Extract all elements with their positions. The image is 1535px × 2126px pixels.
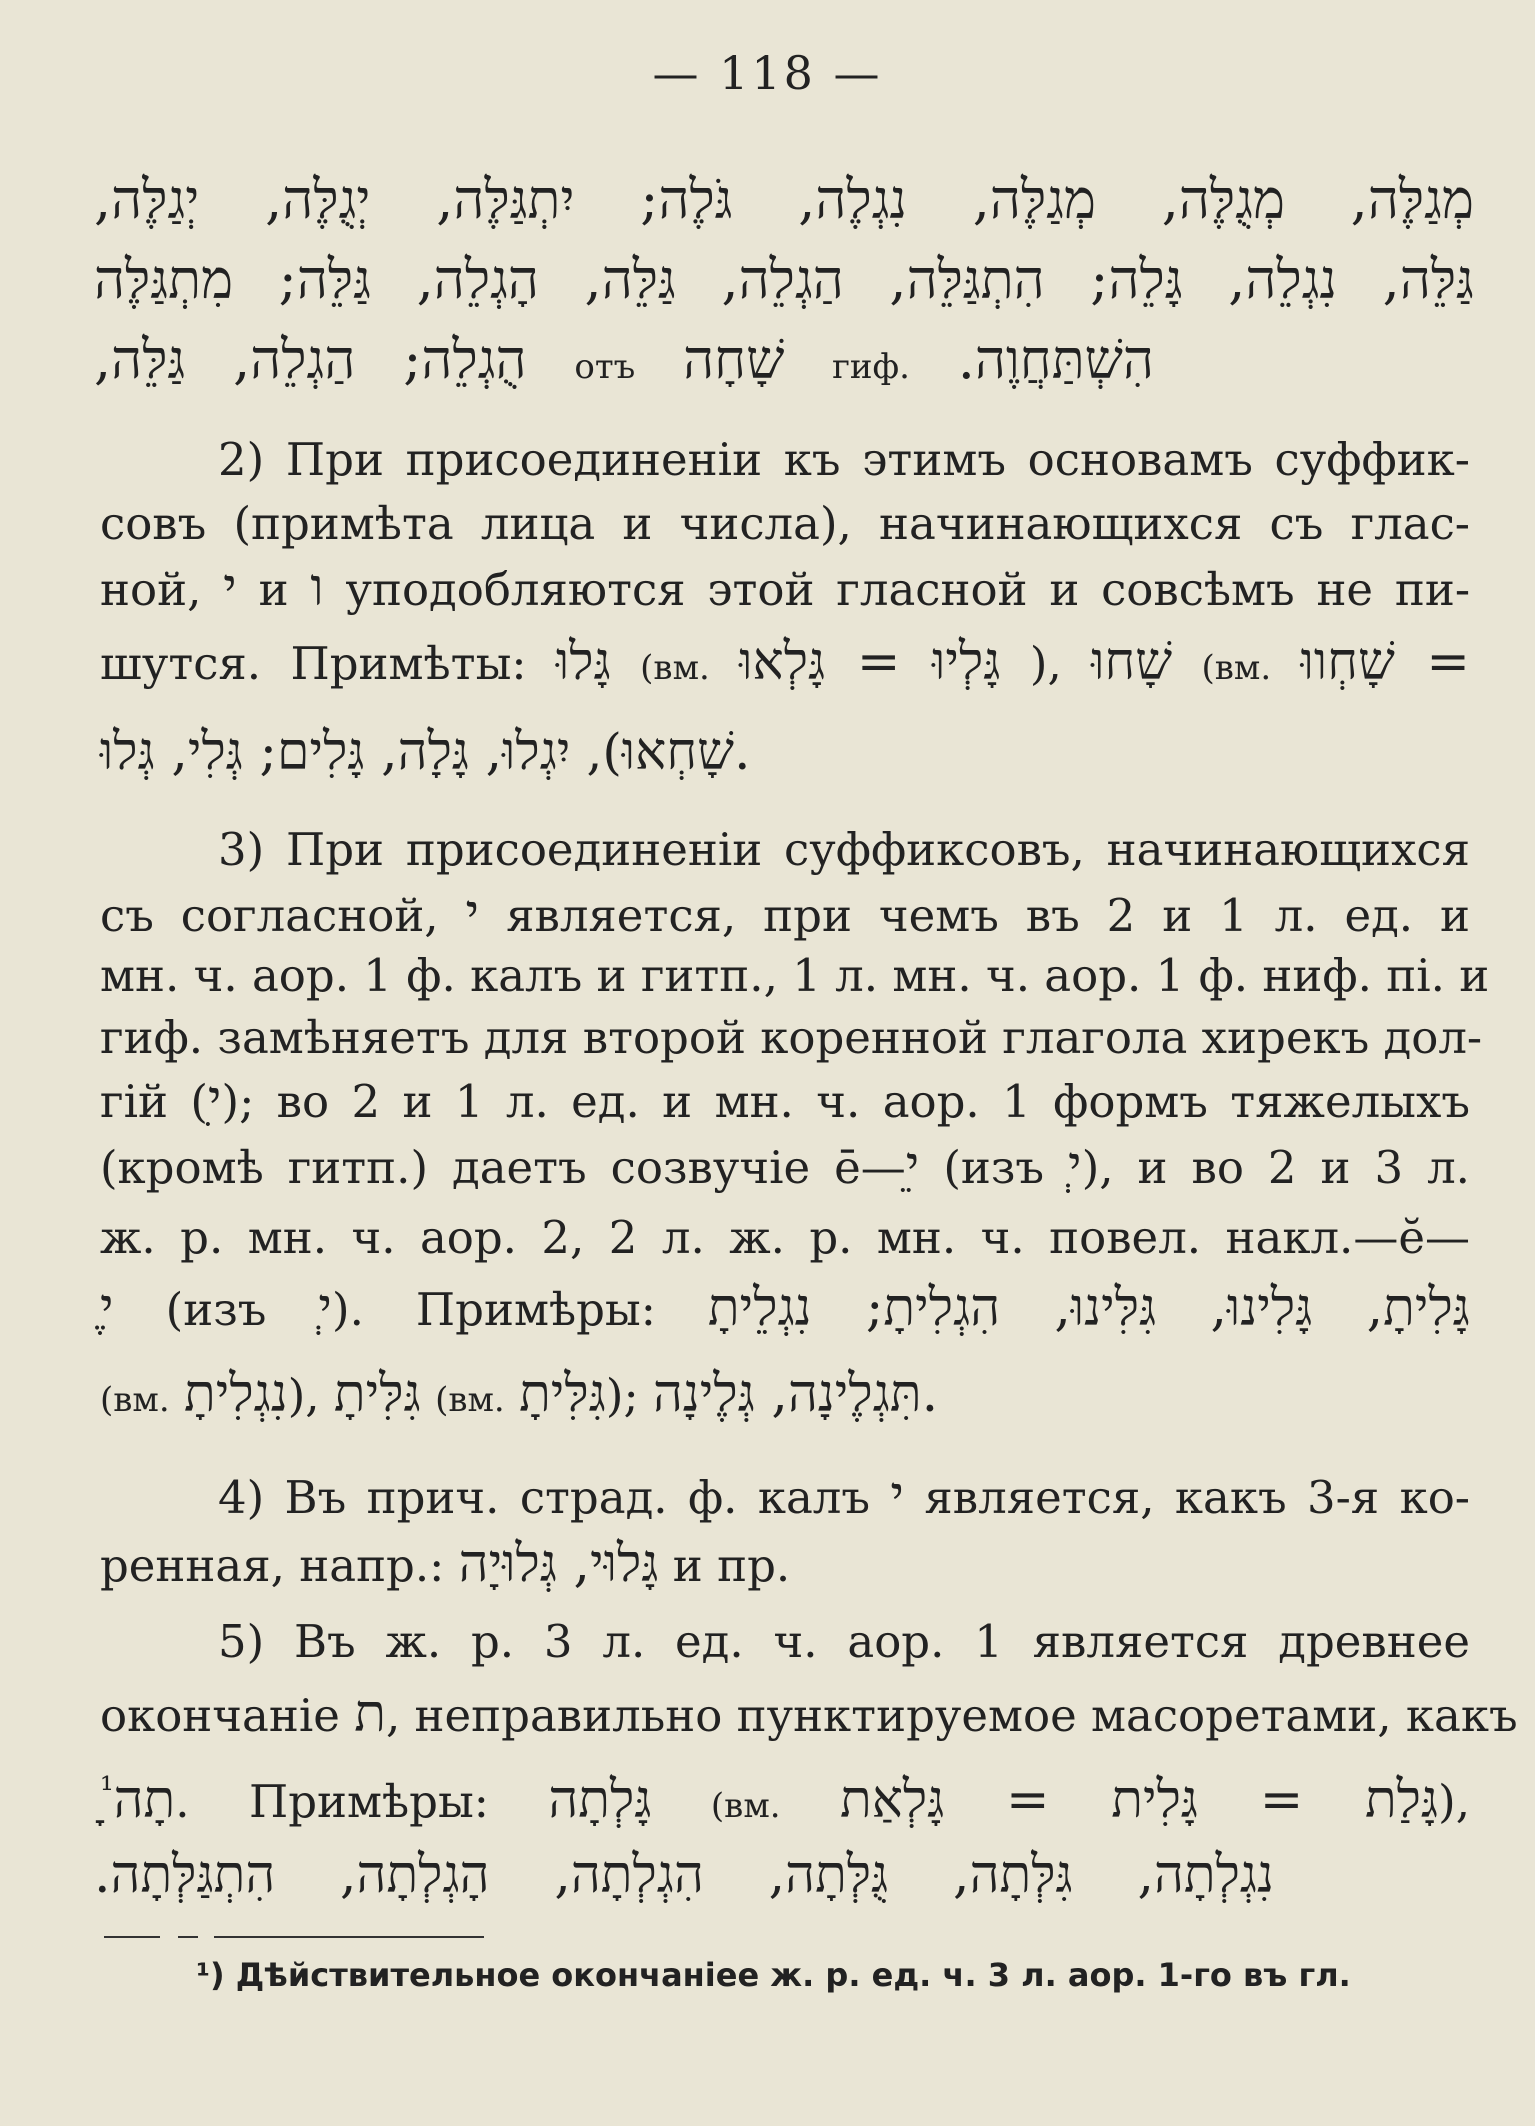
hebrew-word: שָׁחוּ xyxy=(1091,632,1173,692)
para5-line2 xyxy=(100,1684,1518,1746)
text: уподобляются этой гласной и совсѣмъ не пи- xyxy=(345,563,1471,616)
text: ); xyxy=(605,1369,639,1422)
para3-line3: мн. ч. аор. 1 ф. калъ и гитп., 1 л. мн. ч. аор. 1 ф. ниф. пі. и xyxy=(100,949,1490,1002)
hebrew-word: שָׁחָה xyxy=(683,328,785,391)
para3-line6 xyxy=(100,1136,1470,1198)
text: . Примѣры: xyxy=(175,1775,489,1828)
preposition: отъ xyxy=(574,347,636,387)
text: ), xyxy=(586,723,622,781)
text: (вм. xyxy=(435,1380,505,1420)
text: (кромѣ гитп.) даетъ созвучіе ē— xyxy=(100,1141,906,1194)
text: (изъ xyxy=(165,1283,267,1336)
hebrew-word: גָּלוּ xyxy=(555,632,611,692)
para3-line4: гиф. замѣняетъ для второй коренной глагола хирекъ дол- xyxy=(100,1011,1483,1064)
text: съ согласной, xyxy=(100,889,439,942)
hebrew-word: שָׁחְאוּ xyxy=(621,722,734,782)
footnote-rule xyxy=(214,1936,484,1938)
para5-line3 xyxy=(100,1760,1470,1836)
hebrew-word: גִּלִּיתָ xyxy=(333,1364,421,1424)
hebrew-word: גִּלִּיתָ xyxy=(519,1364,606,1424)
para3-line8 xyxy=(100,1278,1470,1340)
hebrew-letter: ו xyxy=(310,558,324,618)
footnote-marker: ¹ xyxy=(100,1770,114,1810)
text: (вм. xyxy=(640,648,710,688)
hebrew-letter: י xyxy=(465,884,480,944)
hebrew-word: נִגְלִיתָ xyxy=(183,1364,288,1424)
text: (изъ xyxy=(943,1141,1045,1194)
para3-line7: ж. р. мн. ч. аор. 2, 2 л. ж. р. мн. ч. повел. накл.—ĕ— xyxy=(100,1211,1470,1264)
para5-line4: נִגְלְתָה, גִּלְּתָה, גֻּלְּתָה, הִגְלְתָה, הָגְלְתָה, הִתְגַּלְּתָה. xyxy=(94,1845,1274,1905)
text: ), xyxy=(1438,1775,1471,1828)
text: (вм. xyxy=(100,1380,170,1420)
hebrew-letter: י xyxy=(890,1466,905,1526)
hebrew-vowel: ִי xyxy=(207,1070,222,1130)
hebrew-word: הִשְׁתַּחֲוֶה. xyxy=(957,328,1154,391)
hebrew-words: גָּלַת = גָּלִית = גָּלְאַת xyxy=(840,1770,1439,1830)
text: 4) Въ прич. страд. ф. калъ xyxy=(218,1471,871,1524)
hebrew-line-2: גַּלֵּה, נִגְלֵה, גָּלֵה; הִתְגַּלֵּה, הַגְלֵה, גַּלֵּה, הָגְלֵה, גַּלֵּה; מִתְגַּלֶּה xyxy=(94,248,1474,311)
text: ренная, напр.: xyxy=(100,1539,445,1592)
hebrew-words: יִגְלוּ, גָּלָה, גָּלִים; גְּלִי, גְּלוּ. xyxy=(100,722,751,782)
hebrew-word: גָּלְיוּ = גָּלְאוּ xyxy=(739,632,1001,692)
footnote-rule-dash xyxy=(178,1936,198,1938)
hebrew-line-3 xyxy=(94,325,1154,402)
text: (вм. xyxy=(710,1786,781,1826)
para2-line5 xyxy=(100,722,1470,782)
para4-line1 xyxy=(218,1466,1470,1528)
para4-line2 xyxy=(100,1534,1470,1596)
hebrew-words: תִּגְלֶינָה, גְּלֶינָה. xyxy=(652,1364,939,1424)
page-number: — 118 — xyxy=(652,46,883,100)
text: и xyxy=(258,563,289,616)
hebrew-vowel: ְי xyxy=(1068,1136,1082,1196)
footnote-rule-short xyxy=(104,1936,160,1938)
abbreviation: гиф. xyxy=(832,347,910,387)
text: (вм. xyxy=(1201,648,1272,688)
para2-line1: 2) При присоединеніи къ этимъ основамъ суффик- xyxy=(218,433,1470,486)
hebrew-ending: ָתָה xyxy=(113,1770,176,1830)
para2-line4 xyxy=(100,632,1470,698)
hebrew-words: גָּלִיתָ, גָּלִינוּ, גִּלִּינוּ, הִגְלִיתָ; נִגְלֵיתָ xyxy=(707,1278,1470,1338)
para5-line1: 5) Въ ж. р. 3 л. ед. ч. аор. 1 является древнее xyxy=(218,1615,1470,1668)
text: , неправильно пунктируемое масоретами, какъ xyxy=(385,1689,1518,1742)
text: ной, xyxy=(100,563,202,616)
text: окончаніе xyxy=(100,1689,340,1742)
text: шутся. Примѣты: xyxy=(100,637,527,690)
hebrew-word: גָּלְתָה xyxy=(548,1770,652,1830)
hebrew-words: הֻגְלֵה; הַגְלֵה, גַּלֵּה, xyxy=(94,328,527,391)
hebrew-word: שָׁחְווּ = xyxy=(1300,632,1470,692)
footnote: ¹) Дѣйствительное окончаніеe ж. р. ед. ч. 3 л. аор. 1-го въ гл. xyxy=(196,1956,1351,1994)
para2-line3 xyxy=(100,558,1470,620)
para3-line1: 3) При присоединеніи суффиксовъ, начинающихся xyxy=(218,823,1470,876)
hebrew-vowel: ֵי xyxy=(905,1136,920,1196)
text: гій ( xyxy=(100,1075,208,1128)
hebrew-words: גָּלוּי, גְּלוּיָה xyxy=(458,1534,659,1594)
text: ), xyxy=(1029,637,1062,690)
para3-line9 xyxy=(100,1364,1470,1430)
text: является, при чемъ въ 2 и 1 л. ед. и xyxy=(506,889,1470,942)
para3-line2 xyxy=(100,884,1470,946)
para3-line5 xyxy=(100,1070,1470,1132)
hebrew-line-1: מְגַלֶּה, מְגֻלֶּה, מְגַלֶּה, נִגְלֶה, גֹּלֶה; יִתְגַּלֶּה, יְגֻלֶּה, יְגַלֶּה, xyxy=(94,168,1474,231)
text: ), и во 2 и 3 л. xyxy=(1081,1141,1470,1194)
text: является, какъ 3-я ко- xyxy=(924,1471,1470,1524)
para2-line2: совъ (примѣта лица и числа), начинающихся съ глас- xyxy=(100,497,1470,550)
hebrew-vowel: ֶי xyxy=(100,1278,114,1338)
text: ); во 2 и 1 л. ед. и мн. ч. аор. 1 формъ тяжелыхъ xyxy=(221,1075,1470,1128)
text: ), xyxy=(287,1369,320,1422)
text: ). Примѣры: xyxy=(332,1283,656,1336)
hebrew-vowel: ְי xyxy=(318,1278,333,1338)
hebrew-letter: י xyxy=(223,558,237,618)
text: и пр. xyxy=(672,1539,791,1592)
hebrew-letter: ת xyxy=(354,1684,386,1744)
